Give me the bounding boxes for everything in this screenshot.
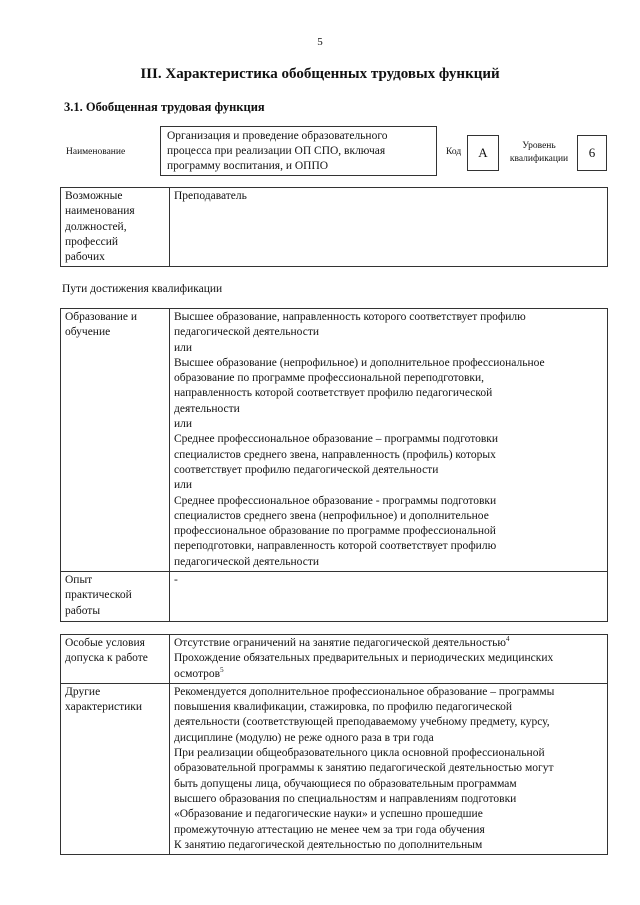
- label-line: Особые условия: [65, 637, 145, 649]
- education-line: педагогической деятельности: [174, 326, 320, 339]
- code-value: A: [478, 145, 488, 160]
- function-name-value: Организация и проведение образовательного процесса при реализации ОП СПО, включая программу воспитания, и ОППО: [167, 130, 388, 172]
- label-line: должностей,: [65, 220, 127, 233]
- label-line: практической: [65, 589, 132, 602]
- other-line: образовательной программы к занятию педагогической деятельностью могут: [174, 762, 554, 775]
- page-number: 5: [317, 36, 323, 48]
- label-line: рабочих: [65, 251, 105, 264]
- code-label: Код: [446, 147, 462, 157]
- other-line: дисциплине (модулю) не реже одного раза в три года: [174, 731, 434, 744]
- positions-value: Преподаватель: [170, 188, 608, 267]
- other-line: «Образование и педагогические науки» и успешно прошедшие: [174, 808, 483, 821]
- conditions-line: осмотров$^5$: [174, 665, 224, 680]
- level-value: 6: [588, 145, 596, 160]
- education-line: специалистов среднего звена (непрофильное) и дополнительное: [174, 509, 489, 522]
- other-line: деятельности (соответствующей преподаваемому учебному предмету, курсу,: [174, 716, 550, 729]
- subsection-title: 3.1. Обобщенная трудовая функция: [64, 100, 265, 114]
- footnote-ref: 4: [505, 635, 510, 644]
- other-line: Рекомендуется дополнительное профессиональное образование – программы: [174, 685, 555, 698]
- other-line: быть допущены лица, обучающиеся по образовательным программам: [174, 777, 517, 790]
- conditions-label: [61, 635, 170, 684]
- qualification-paths-table: [60, 308, 608, 622]
- level-label-line: Уровень: [522, 141, 556, 151]
- name-label: Наименование: [66, 147, 126, 157]
- other-line: повышения квалификации, стажировка, по профилю педагогической: [174, 701, 513, 714]
- label-line: профессий: [65, 235, 119, 248]
- education-line: или: [174, 479, 193, 492]
- footnote-ref: 5: [220, 665, 224, 674]
- experience-label: [61, 572, 170, 622]
- experience-value: -: [170, 572, 608, 622]
- label-line: Возможные: [65, 190, 123, 202]
- education-label: [61, 309, 170, 572]
- education-line: Высшее образование (непрофильное) и дополнительное профессиональное: [174, 356, 545, 369]
- label-line: Опыт: [65, 574, 93, 587]
- label-line: допуска к работе: [65, 652, 148, 665]
- positions-label: [61, 188, 170, 267]
- level-value-box: [577, 135, 607, 171]
- other-label: [61, 683, 170, 854]
- section-title: III. Характеристика обобщенных трудовых функций: [140, 66, 500, 82]
- other-line: промежуточную аттестацию не менее чем за три года обучения: [174, 823, 485, 836]
- label-line: обучение: [65, 326, 111, 339]
- conditions-line: Отсутствие ограничений на занятие педагогической деятельностью$^4$: [174, 635, 510, 649]
- label-line: наименования: [65, 205, 135, 218]
- education-line: Высшее образование, направленность которого соответствует профилю: [174, 311, 526, 323]
- level-label: [504, 140, 574, 166]
- level-label-line: квалификации: [509, 154, 569, 164]
- education-line: деятельности: [174, 402, 240, 415]
- label-line: характеристики: [65, 701, 143, 714]
- education-line: профессиональное образование по программе профессиональной: [174, 525, 496, 538]
- education-line: образование по программе профессиональной переподготовки,: [174, 372, 485, 385]
- education-value: [170, 309, 608, 572]
- label-line: работы: [65, 604, 101, 617]
- education-line: Среднее профессиональное образование - программы подготовки: [174, 494, 497, 507]
- other-line: К занятию педагогической деятельностью по дополнительным: [174, 838, 483, 851]
- positions-table: [60, 187, 608, 267]
- education-line: переподготовки, направленность которой соответствует профилю: [174, 540, 497, 553]
- function-name-box: [160, 126, 437, 176]
- education-line: или: [174, 341, 193, 354]
- education-line: педагогической деятельности: [174, 555, 320, 568]
- label-line: Другие: [65, 685, 101, 698]
- education-line: Среднее профессиональное образование – программы подготовки: [174, 433, 499, 446]
- education-line: или: [174, 418, 193, 431]
- education-line: специалистов среднего звена, направленность (профиль) которых: [174, 448, 496, 461]
- conditions-value: [170, 635, 608, 684]
- conditions-line: Прохождение обязательных предварительных и периодических медицинских: [174, 652, 554, 665]
- label-line: Образование и: [65, 311, 138, 323]
- characteristics-table: [60, 634, 608, 855]
- other-line: При реализации общеобразовательного цикла основной профессиональной: [174, 747, 545, 760]
- education-line: направленность которой соответствует профилю педагогической: [174, 387, 493, 400]
- other-line: высшего образования по специальностям и направлениям подготовки: [174, 792, 517, 805]
- code-value-box: [467, 135, 499, 171]
- education-line: соответствует профилю педагогической деятельности: [174, 463, 439, 476]
- paths-title: Пути достижения квалификации: [62, 283, 223, 295]
- other-value: [170, 683, 608, 854]
